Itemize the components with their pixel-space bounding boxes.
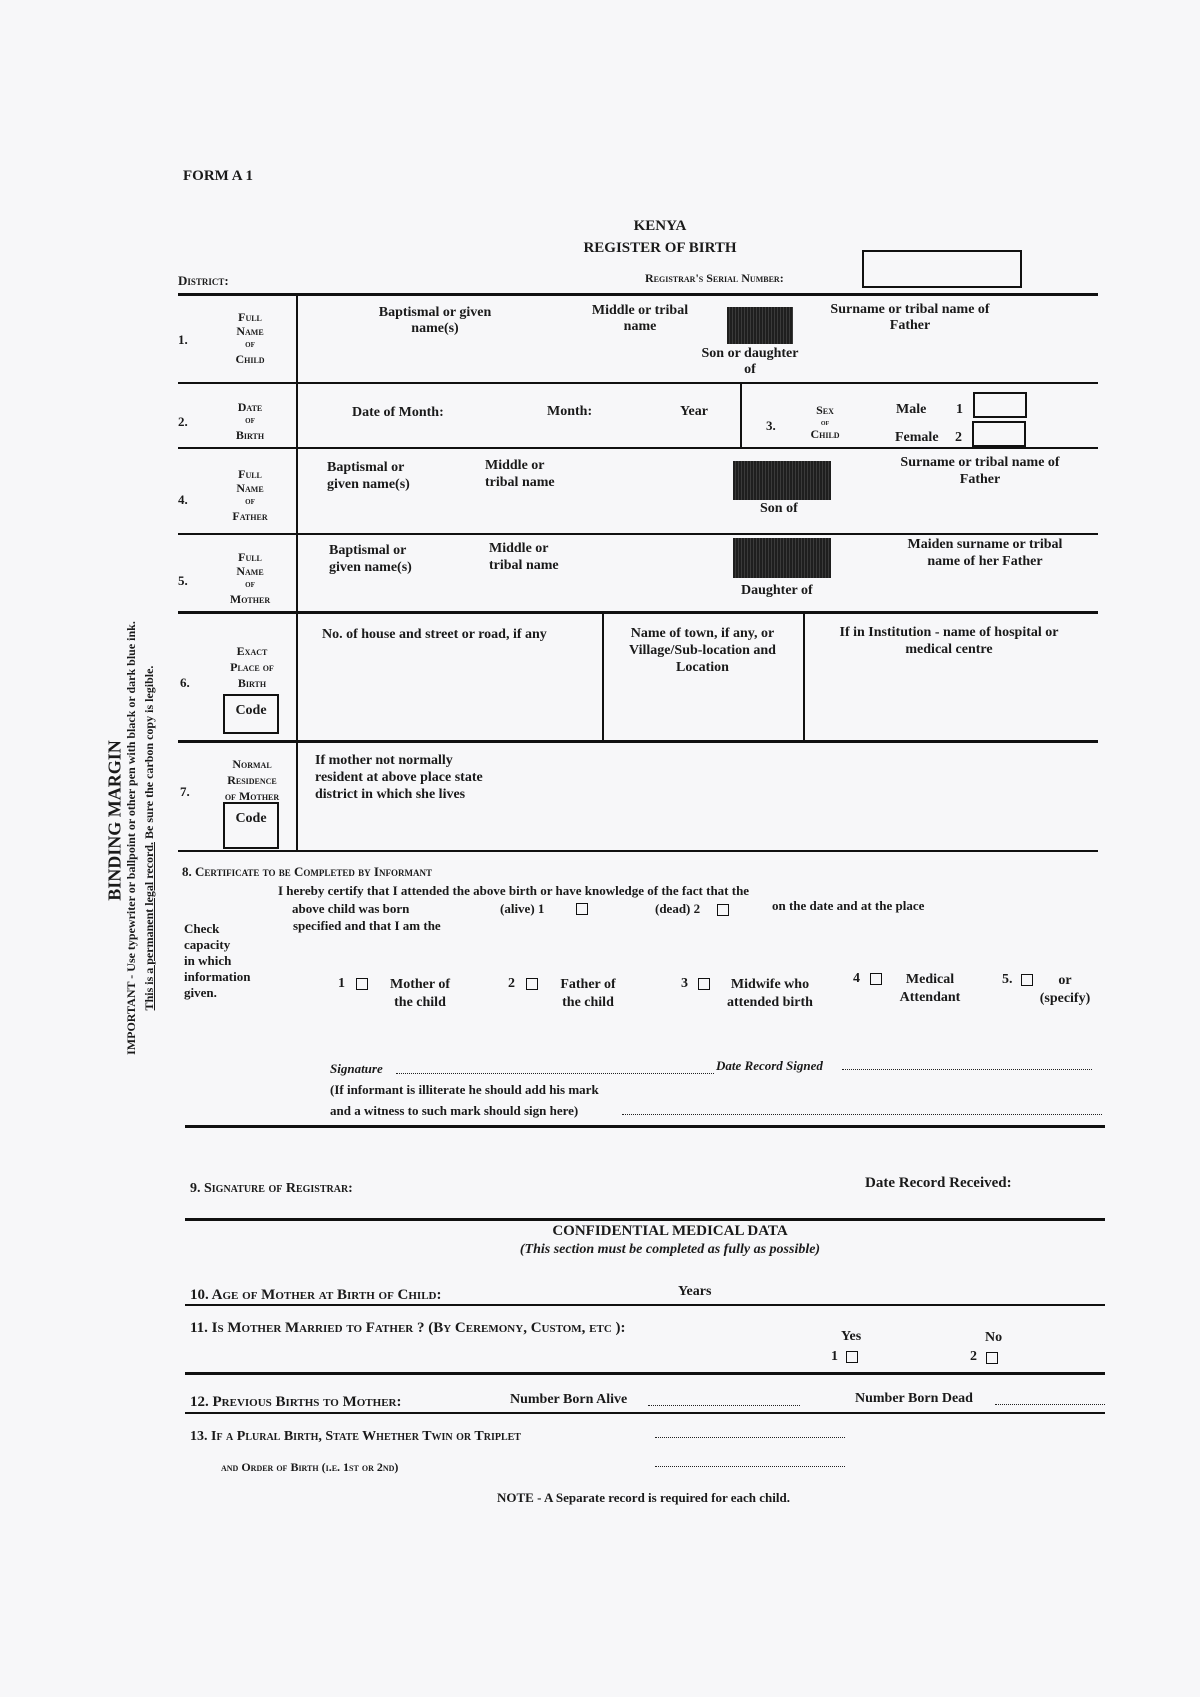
check-capacity-l5: given.: [184, 985, 217, 1000]
on-date-text: on the date and at the place: [772, 898, 925, 913]
male-code: 1: [956, 402, 963, 417]
option-midwife-num: 3: [681, 976, 688, 991]
born-dead-line[interactable]: [995, 1403, 1105, 1405]
dead-option-label: (dead) 2: [655, 901, 701, 916]
option-mother-l2: the child: [394, 995, 446, 1010]
birth-order-line[interactable]: [655, 1465, 845, 1467]
option-medical-checkbox[interactable]: [870, 973, 882, 985]
row-6-divider-b: [803, 614, 805, 740]
row-1-label-l2: Name: [236, 324, 264, 338]
married-yes-label: Yes: [841, 1329, 862, 1344]
row-divider-4: [178, 533, 1098, 535]
q13-label-line-2: and Order of Birth (i.e. 1st or 2nd): [221, 1460, 399, 1474]
redaction-block: [733, 538, 831, 578]
important-notice: [122, 498, 158, 1178]
q10-label: 10. Age of Mother at Birth of Child:: [190, 1287, 442, 1303]
medical-data-title: CONFIDENTIAL MEDICAL DATA: [552, 1223, 788, 1239]
alive-checkbox[interactable]: [576, 903, 588, 915]
sex-of-child-l2: of: [820, 417, 830, 427]
row-1-label-l4: Child: [235, 352, 265, 366]
male-label: Male: [896, 402, 927, 417]
option-medical-l2: Attendant: [899, 990, 961, 1005]
son-or-daughter-of-label: Son or daughter of: [701, 346, 799, 377]
serial-number-label: Registrar's Serial Number:: [645, 271, 784, 285]
illiterate-note-1: (If informant is illiterate he should add his mark: [330, 1082, 599, 1097]
sex-column-divider: [740, 383, 742, 447]
country-title: KENYA: [633, 218, 687, 234]
row-5-label-l2: Name: [236, 564, 264, 578]
row-2-label-l1: Date: [237, 400, 263, 414]
row-7-label-l2: Residence: [227, 773, 277, 787]
certify-text: I hereby certify that I attended the above birth or have knowledge of the fact that the: [278, 883, 750, 898]
separate-record-note: NOTE - A Separate record is required for each child.: [497, 1490, 790, 1505]
option-father-num: 2: [508, 976, 515, 991]
date-received-label: Date Record Received:: [865, 1175, 1012, 1191]
q12-rule: [185, 1412, 1105, 1414]
sex-of-child-l1: Sex: [816, 403, 834, 417]
option-father-checkbox[interactable]: [526, 978, 538, 990]
form-id: FORM A 1: [183, 168, 253, 184]
option-other-num: 5.: [1002, 972, 1013, 987]
q13-label-line-1: 13. If a Plural Birth, State Whether Twin or Triplet: [190, 1429, 521, 1444]
year-label: Year: [680, 404, 708, 419]
place-of-birth-code-box[interactable]: [223, 694, 279, 734]
married-no-code: 2: [970, 1349, 977, 1364]
specified-text: specified and that I am the: [293, 918, 441, 933]
row-6-number: 6.: [180, 675, 190, 690]
check-capacity-l2: capacity: [184, 937, 231, 952]
place-code-label: Code: [235, 703, 267, 718]
house-street-header: No. of house and street or road, if any: [322, 627, 547, 642]
row-5-number: 5.: [178, 573, 188, 588]
date-signed-label: Date Record Signed: [716, 1058, 823, 1073]
q11-label: 11. Is Mother Married to Father ? (By Ceremony, Custom, etc ):: [190, 1320, 626, 1336]
row-4-label: [208, 467, 292, 523]
row-divider-1: [178, 382, 1098, 384]
row-3-number: 3.: [766, 418, 776, 433]
important-notice-line-2: [140, 498, 158, 1178]
row-5-label-l1: Full: [238, 550, 262, 564]
row-1-label-l1: Full: [238, 310, 262, 324]
married-no-label: No: [985, 1330, 1003, 1345]
row-divider-7: [178, 850, 1098, 852]
row-5-label-l4: Mother: [229, 592, 271, 606]
witness-line[interactable]: [622, 1113, 1102, 1115]
row-6-label-l2: Place of: [230, 660, 274, 674]
row-divider-6: [178, 740, 1098, 743]
row-7-label-l1: Normal: [232, 757, 272, 771]
month-label: Month:: [547, 404, 593, 419]
row-7-number: 7.: [180, 784, 190, 799]
father-middle-name-header: Middle or tribal name: [485, 458, 555, 490]
q10-rule: [185, 1304, 1105, 1306]
row-4-number: 4.: [178, 492, 188, 507]
residence-instruction: If mother not normally resident at above place state district in which she lives: [315, 753, 483, 802]
sex-of-child-l3: Child: [810, 427, 840, 441]
check-capacity-l1: Check: [184, 921, 220, 936]
row-6-label-l1: Exact: [236, 644, 268, 658]
option-midwife-label: [710, 976, 830, 1012]
row-5-label: [208, 550, 292, 606]
option-other-label: [1030, 972, 1100, 1008]
mother-middle-name-header: Middle or tribal name: [489, 541, 559, 573]
important-notice-line-1: IMPORTANT - Use typewriter or ballpoint or other pen with black or dark blue ink.: [124, 621, 138, 1055]
female-code: 2: [955, 430, 962, 445]
page-title: REGISTER OF BIRTH: [583, 240, 737, 256]
row-5-label-l3: of: [245, 579, 255, 590]
child-surname-header: Surname or tribal name of Father: [830, 302, 990, 333]
option-midwife-checkbox[interactable]: [698, 978, 710, 990]
row-4-label-l4: Father: [232, 509, 268, 523]
mother-given-name-header: Baptismal or given name(s): [329, 543, 412, 575]
row-6-label: [208, 643, 296, 691]
dead-checkbox[interactable]: [717, 904, 729, 916]
q11-rule: [185, 1372, 1105, 1375]
binding-margin-label: BINDING MARGIN: [104, 740, 125, 901]
alive-option-label: (alive) 1: [500, 901, 545, 916]
child-given-name-header: Baptismal or given name(s): [378, 305, 492, 336]
female-checkbox[interactable]: [972, 421, 1026, 447]
father-surname-header: Surname or tribal name of Father: [900, 455, 1060, 487]
option-medical-num: 4: [853, 971, 860, 986]
option-father-l2: the child: [562, 995, 614, 1010]
check-capacity-l3: in which: [184, 953, 232, 968]
section-8-bottom-rule: [185, 1125, 1105, 1128]
female-label: Female: [895, 430, 939, 445]
row-1-label: [208, 310, 292, 366]
row-4-label-l2: Name: [236, 481, 264, 495]
illiterate-note-2: and a witness to such mark should sign here): [330, 1103, 579, 1118]
row-4-label-l3: of: [245, 496, 255, 507]
option-mother-checkbox[interactable]: [356, 978, 368, 990]
male-checkbox[interactable]: [973, 392, 1027, 418]
plural-birth-line[interactable]: [655, 1436, 845, 1438]
child-born-text: above child was born: [292, 901, 410, 916]
check-capacity-label: [184, 921, 250, 1001]
row-2-number: 2.: [178, 414, 188, 429]
daughter-of-label: Daughter of: [741, 583, 813, 598]
option-other-l1: or: [1058, 973, 1072, 988]
married-yes-checkbox[interactable]: [846, 1351, 858, 1363]
row-4-label-l1: Full: [238, 467, 262, 481]
label-column-divider: [296, 294, 298, 852]
residence-code-label: Code: [235, 811, 267, 826]
registrar-signature-label: 9. Signature of Registrar:: [190, 1181, 353, 1196]
option-other-l2: (specify): [1039, 991, 1091, 1006]
q12-label: 12. Previous Births to Mother:: [190, 1394, 402, 1410]
carbon-copy-note: Be sure the carbon copy is legible.: [142, 665, 156, 842]
district-label: District:: [178, 273, 229, 288]
section-9-bottom-rule: [185, 1218, 1105, 1221]
redaction-block: [733, 461, 831, 500]
table-top-rule: [178, 293, 1098, 296]
medical-data-subtitle: (This section must be completed as fully as possible): [519, 1242, 821, 1257]
row-1-number: 1.: [178, 332, 188, 347]
married-yes-code: 1: [831, 1349, 838, 1364]
option-midwife-l1: Midwife who: [730, 977, 810, 992]
option-father-label: [538, 976, 638, 1012]
born-alive-label: Number Born Alive: [510, 1392, 628, 1407]
date-of-month-label: Date of Month:: [352, 405, 444, 420]
row-6-label-l3: Birth: [237, 676, 267, 690]
row-divider-2: [178, 447, 1098, 449]
married-no-checkbox[interactable]: [986, 1352, 998, 1364]
row-1-label-l3: of: [245, 339, 255, 350]
redaction-block: [727, 307, 793, 344]
option-mother-num: 1: [338, 976, 345, 991]
row-2-label-l2: of: [245, 415, 255, 426]
years-label: Years: [678, 1284, 712, 1299]
option-father-l1: Father of: [560, 977, 616, 992]
son-of-label: Son of: [760, 501, 798, 516]
row-divider-5: [178, 611, 1098, 614]
legal-record-note: This is a permanent legal record.: [142, 842, 156, 1011]
signature-label: Signature: [330, 1061, 383, 1076]
residence-code-box[interactable]: [223, 802, 279, 849]
row-7-label: [208, 756, 296, 804]
option-medical-label: [885, 971, 975, 1007]
option-midwife-l2: attended birth: [727, 995, 813, 1010]
signature-line[interactable]: [396, 1072, 714, 1074]
row-2-label: [208, 400, 292, 442]
check-capacity-l4: information: [184, 969, 251, 984]
option-mother-l1: Mother of: [390, 977, 450, 992]
sex-of-child-label: [795, 404, 855, 440]
born-dead-label: Number Born Dead: [855, 1391, 973, 1406]
date-signed-line[interactable]: [842, 1068, 1092, 1070]
row-2-label-l3: Birth: [235, 428, 265, 442]
section-8-title: 8. Certificate to be Completed by Informant: [182, 864, 432, 879]
option-mother-label: [370, 976, 470, 1012]
institution-header: If in Institution - name of hospital or medical centre: [839, 625, 1059, 657]
serial-number-input[interactable]: [862, 250, 1022, 288]
born-alive-line[interactable]: [648, 1404, 800, 1406]
child-middle-name-header: Middle or tribal name: [591, 303, 689, 334]
town-village-header: Name of town, if any, or Village/Sub-location and Location: [629, 626, 776, 675]
row-6-divider-a: [602, 614, 604, 740]
option-medical-l1: Medical: [905, 972, 955, 987]
father-given-name-header: Baptismal or given name(s): [327, 460, 410, 492]
row-7-label-l3: of Mother: [224, 789, 280, 803]
mother-maiden-surname-header: Maiden surname or tribal name of her Father: [907, 537, 1063, 569]
